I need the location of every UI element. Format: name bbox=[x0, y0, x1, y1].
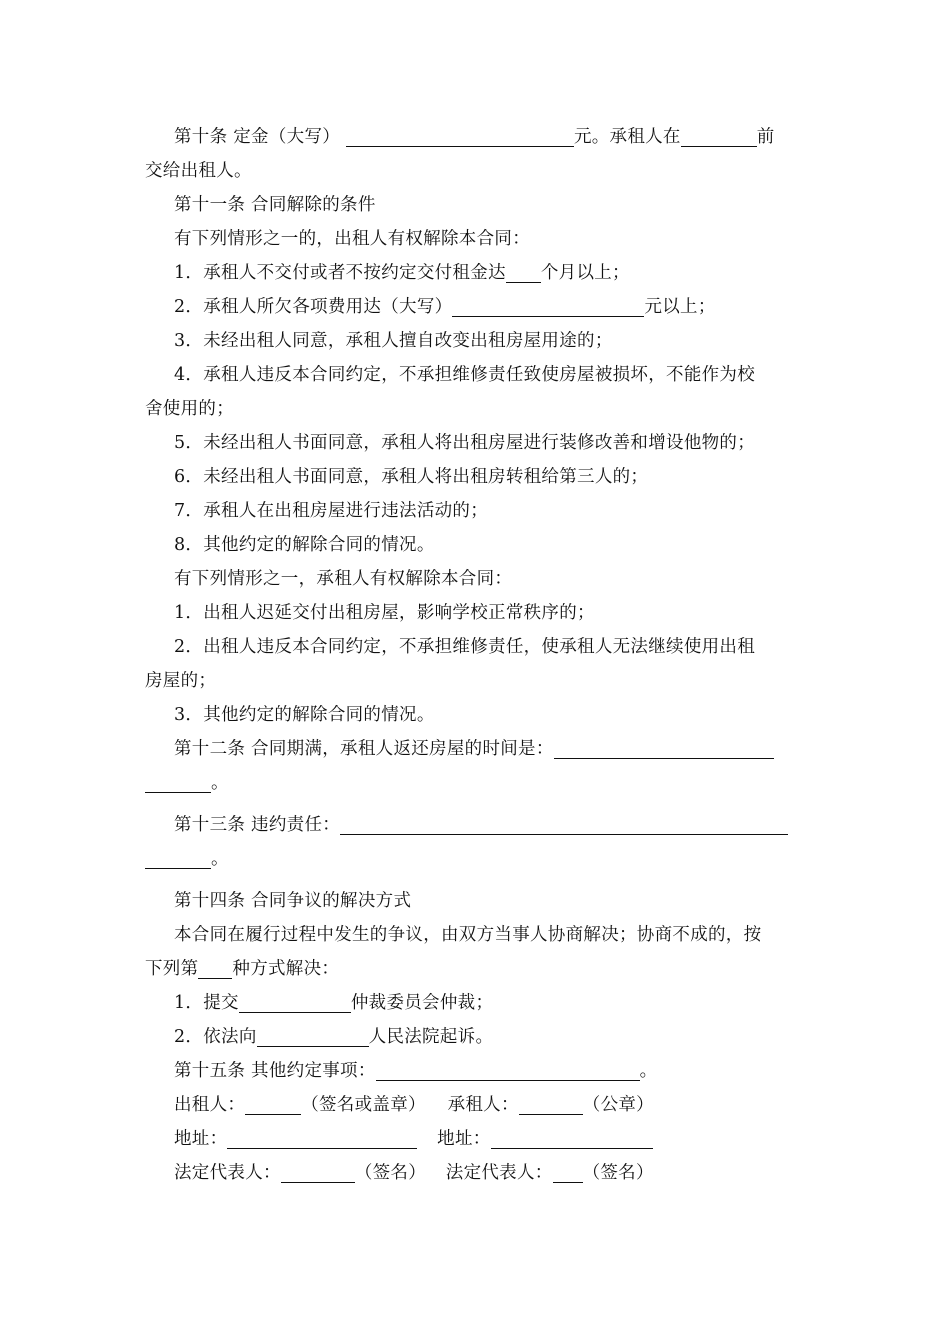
art14-option2 bbox=[145, 1020, 805, 1054]
option1-text: 1．提交 bbox=[174, 993, 239, 1013]
signature-row bbox=[145, 1088, 805, 1122]
art11-item7: 7．承租人在出租房屋进行违法活动的； bbox=[174, 501, 489, 521]
method-number-blank bbox=[198, 956, 232, 979]
liability-blank bbox=[340, 812, 788, 835]
lessee-rep-note: （签名） bbox=[582, 1163, 654, 1183]
lessee-rep-label: 法定代表人： bbox=[445, 1163, 553, 1183]
option2-text: 2．依法向 bbox=[174, 1027, 257, 1047]
art11-lessee-item2: 2．出租人违反本合同约定，不承担维修责任，使承租人无法继续使用出租 bbox=[174, 637, 756, 657]
art14-para-cont bbox=[145, 952, 805, 986]
address-row bbox=[145, 1122, 805, 1156]
lessor-rep-note: （签名） bbox=[354, 1163, 427, 1183]
return-time-blank-cont bbox=[145, 770, 211, 793]
lessor-address-blank bbox=[227, 1126, 417, 1149]
art10-text-c: 前 bbox=[756, 127, 775, 147]
item2-text: 2．承租人所欠各项费用达（大写） bbox=[174, 297, 453, 317]
return-time-blank bbox=[554, 736, 774, 759]
art11-item4-cont: 舍使用的； bbox=[145, 399, 234, 419]
art13-line2 bbox=[145, 842, 805, 876]
lessor-label: 出租人： bbox=[174, 1095, 246, 1115]
deposit-date-blank bbox=[681, 124, 757, 147]
art12-text: 第十二条 合同期满，承租人返还房屋的时间是： bbox=[174, 739, 554, 759]
art11-item3: 3．未经出租人同意，承租人擅自改变出租房屋用途的； bbox=[174, 331, 613, 351]
art11-item2 bbox=[145, 290, 805, 324]
art13-line1 bbox=[145, 808, 805, 842]
lessee-address-label: 地址： bbox=[437, 1129, 491, 1149]
art12-line1 bbox=[145, 732, 805, 766]
lessee-label: 承租人： bbox=[447, 1095, 519, 1115]
art11-lessee-item3: 3．其他约定的解除合同的情况。 bbox=[174, 705, 435, 725]
lessor-address-label: 地址： bbox=[174, 1129, 228, 1149]
lessor-sign-blank bbox=[245, 1092, 301, 1115]
liability-blank-cont bbox=[145, 846, 211, 869]
art10-line1 bbox=[145, 120, 805, 154]
lessee-address-blank bbox=[491, 1126, 653, 1149]
representative-row bbox=[145, 1156, 805, 1190]
lessor-rep-blank bbox=[281, 1160, 355, 1183]
art11-title: 第十一条 合同解除的条件 bbox=[174, 195, 376, 215]
item2-text-b: 元以上； bbox=[644, 297, 716, 317]
art10-text: 第十条 定金（大写） bbox=[174, 127, 341, 147]
art11-lessee-item2-cont: 房屋的； bbox=[145, 671, 217, 691]
art10-text-b: 元。承租人在 bbox=[573, 127, 681, 147]
lessee-rep-blank bbox=[553, 1160, 583, 1183]
fees-amount-blank bbox=[452, 294, 644, 317]
art11-item6: 6．未经出租人书面同意，承租人将出租房转租给第三人的； bbox=[174, 467, 649, 487]
item1-text: 1．承租人不交付或者不按约定交付租金达 bbox=[174, 263, 506, 283]
court-blank bbox=[257, 1024, 369, 1047]
art10-line2: 交给出租人。 bbox=[145, 161, 252, 181]
arbitration-blank bbox=[239, 990, 351, 1013]
art11-lessor-intro: 有下列情形之一的，出租人有权解除本合同： bbox=[174, 229, 530, 249]
months-blank bbox=[506, 260, 541, 283]
art15-text: 第十五条 其他约定事项： bbox=[174, 1061, 376, 1081]
art12-end: 。 bbox=[211, 773, 229, 793]
art14-text: 下列第 bbox=[145, 959, 199, 979]
art11-item1 bbox=[145, 256, 805, 290]
art15-line bbox=[145, 1054, 805, 1088]
art11-lessee-intro: 有下列情形之一，承租人有权解除本合同： bbox=[174, 569, 513, 589]
art13-end: 。 bbox=[211, 849, 229, 869]
art14-para: 本合同在履行过程中发生的争议，由双方当事人协商解决；协商不成的，按 bbox=[174, 925, 762, 945]
contract-page bbox=[145, 120, 805, 1190]
lessee-note: （公章） bbox=[582, 1095, 654, 1115]
art12-line2 bbox=[145, 766, 805, 800]
art11-item4: 4．承租人违反本合同约定，不承担维修责任致使房屋被损坏，不能作为校 bbox=[174, 365, 756, 385]
art11-lessee-item1: 1．出租人迟延交付出租房屋，影响学校正常秩序的； bbox=[174, 603, 595, 623]
lessor-note: （签名或盖章） bbox=[301, 1095, 426, 1115]
lessee-sign-blank bbox=[519, 1092, 583, 1115]
art14-title: 第十四条 合同争议的解决方式 bbox=[174, 891, 412, 911]
option2-text-b: 人民法院起诉。 bbox=[368, 1027, 494, 1047]
art15-end: 。 bbox=[639, 1061, 658, 1081]
art11-item8: 8．其他约定的解除合同的情况。 bbox=[174, 535, 435, 555]
other-terms-blank bbox=[376, 1058, 640, 1081]
option1-text-b: 仲裁委员会仲裁； bbox=[350, 993, 494, 1013]
item1-text-b: 个月以上； bbox=[540, 263, 630, 283]
deposit-amount-blank bbox=[346, 124, 574, 147]
art11-item5: 5．未经出租人书面同意，承租人将出租房屋进行装修改善和增设他物的； bbox=[174, 433, 756, 453]
art13-text: 第十三条 违约责任： bbox=[174, 815, 341, 835]
lessor-rep-label: 法定代表人： bbox=[174, 1163, 281, 1183]
art14-option1 bbox=[145, 986, 805, 1020]
art14-text-b: 种方式解决： bbox=[232, 959, 340, 979]
